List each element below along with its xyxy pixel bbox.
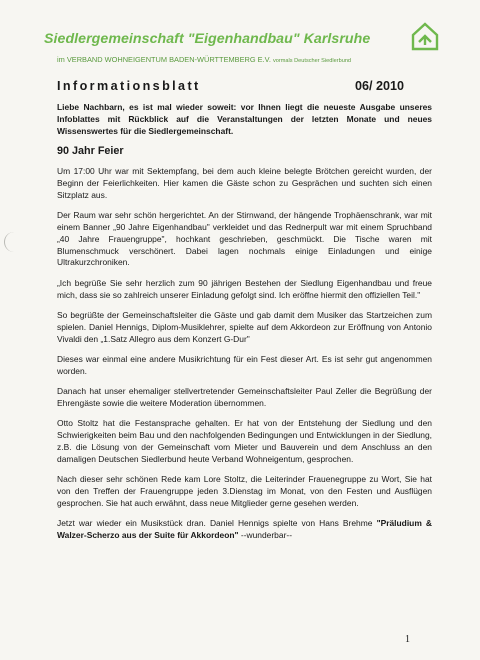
- page-number: 1: [405, 634, 410, 645]
- organization-name: Siedlergemeinschaft "Eigenhandbau" Karlsruhe: [44, 31, 371, 47]
- paragraph-1: Um 17:00 Uhr war mit Sektempfang, bei dem auch kleine belegte Brötchen gereicht wurden, der Beginn der Feierlichkeiten. Hier kamen die Gäste schon zu Gesprächen und suchten sich einen Sitzplatz aus.: [57, 166, 432, 200]
- salutation: Liebe Nachbarn,: [57, 102, 125, 112]
- intro-paragraph: [57, 102, 432, 137]
- issue-number: 06/ 2010: [355, 79, 405, 93]
- piece-title: "Präludium & Walzer-Scherzo aus der Suite für Akkordeon": [57, 518, 432, 540]
- paragraph-9: [57, 518, 432, 542]
- paragraph-2: Der Raum war sehr schön hergerichtet. An der Stirnwand, der hängende Trophäenschrank, war mit einem Banner „90 Jahre Eigenhandbau" verkleidet und das Rednerpult war mit einem Spruchband „40 Jahre Frauengruppe", hochkant geschrieben, geschmückt. Die Tische waren mit Blumenschmuck verschönert. Dabei lagen nochmals einige Einladungen und einige Ultrakurzchroniken.: [57, 210, 432, 268]
- paragraph-8: Nach dieser sehr schönen Rede kam Lore Stoltz, die Leiterinder Frauenegruppe zu Wort, Sie hat von den Treffen der Frauengruppe jeden 3.Dienstag im Monat, von den Festen und Ausflügen gesprochen. Sie hat auch erwähnt, dass neue Mitglieder gerne gesehen werden.: [57, 474, 432, 508]
- punch-hole-mark: [4, 232, 15, 252]
- intro-text: es ist mal wieder soweit: vor Ihnen liegt die neueste Ausgabe unseres Infoblattes mit Rückblick auf die Veranstaltungen der letzten Monate und neues Wissenswertes für die Siedlergemeinschaft.: [57, 102, 432, 136]
- document-title: Informationsblatt: [57, 79, 201, 93]
- affiliation-main: im VERBAND WOHNEIGENTUM BADEN-WÜRTTEMBERG E.V.: [57, 55, 271, 64]
- house-logo-icon: [411, 21, 439, 51]
- paragraph-5: Dieses war einmal eine andere Musikrichtung für ein Fest dieser Art. Es ist sehr gut angenommen worden.: [57, 354, 432, 376]
- paragraph-9-text: Jetzt war wieder ein Musikstück dran. Daniel Hennigs spielte von Hans Brehme: [57, 518, 377, 529]
- paragraph-7: Otto Stoltz hat die Festansprache gehalten. Er hat von der Entstehung der Siedlung und den Schwierigkeiten beim Bau und den nachfolgenden Bedingungen und Entwicklungen in der Siedlung, z.B. die Lösung von der Gemeinschaft vom Mieter und Bauverein und dem Anschluss an den damaligen Deutschen Siedlerbund heute Verband Wohneigentum, gesprochen.: [57, 418, 432, 464]
- section-heading: 90 Jahr Feier: [57, 144, 124, 157]
- paragraph-3: „Ich begrüße Sie sehr herzlich zum 90 jährigen Bestehen der Siedlung Eigenhandbau und freue mich, dass sie so zahlreich unserer Einladung gefolgt sind. Ich eröffne hiermit den offiziellen Teil.": [57, 277, 432, 300]
- paragraph-9-tail: --wunderbar--: [238, 529, 292, 540]
- affiliation-line: [57, 55, 351, 64]
- document-body: [57, 102, 432, 550]
- paragraph-6: Danach hat unser ehemaliger stellvertretender Gemeinschaftsleiter Paul Zeller die Begrüßung der Ehrengäste sowie die weitere Moderation übernommen.: [57, 386, 432, 408]
- affiliation-note: vormals Deutscher Siedlerbund: [273, 58, 352, 64]
- paragraph-4: So begrüßte der Gemeinschaftsleiter die Gäste und gab damit dem Musiker das Startzeichen zum spielen. Daniel Hennigs, Diplom-Musiklehrer, spielte auf dem Akkordeon zur Eröffnung von Antonio Vivaldi den „1.Satz Allegro aus dem Konzert G-Dur": [57, 310, 432, 344]
